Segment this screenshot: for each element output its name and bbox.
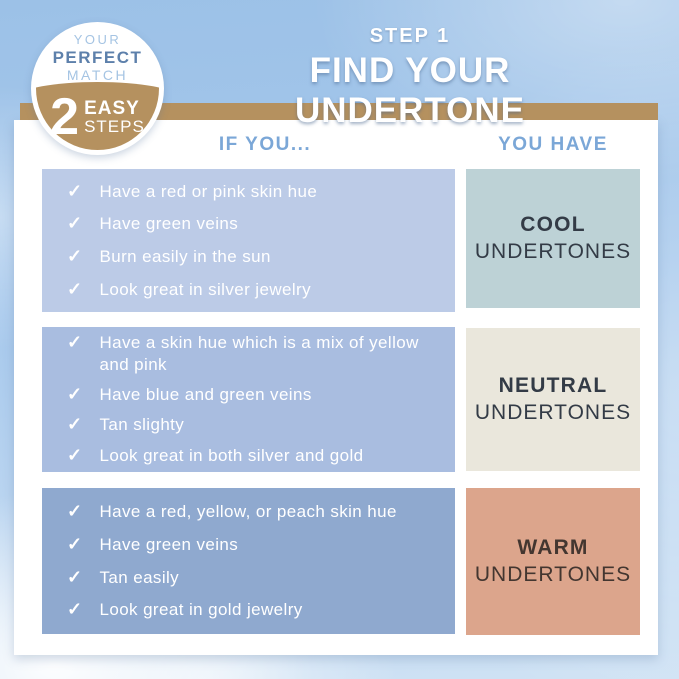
neutral-criteria-box (42, 327, 455, 472)
criteria-text: Have a red, yellow, or peach skin hue (99, 502, 397, 522)
list-item (67, 181, 445, 203)
warm-criteria-list (42, 488, 455, 634)
badge-perfect-label: PERFECT (52, 47, 143, 67)
list-item (67, 501, 445, 523)
list-item (67, 279, 445, 301)
page-title: FIND YOUR UNDERTONE (294, 51, 526, 130)
result-label: UNDERTONES (474, 239, 632, 263)
check-icon: ✓ (67, 278, 83, 299)
badge-steps-label: STEPS (84, 117, 145, 137)
column-header-you-have: YOU HAVE (498, 134, 608, 155)
step-label: STEP 1 (369, 25, 451, 47)
check-icon: ✓ (67, 332, 83, 353)
neutral-result-box (466, 328, 640, 471)
criteria-text: Have green veins (99, 214, 239, 234)
result-tone: NEUTRAL (498, 374, 608, 398)
cool-criteria-box (42, 169, 455, 312)
result-label: UNDERTONES (474, 400, 632, 424)
badge-steps-group (31, 88, 164, 146)
check-icon: ✓ (67, 246, 83, 266)
badge-easy-label: EASY (84, 97, 140, 119)
badge-easy-steps (84, 99, 145, 136)
check-icon: ✓ (67, 180, 83, 201)
list-item (67, 599, 445, 621)
list-item (67, 567, 445, 589)
list-item (67, 414, 445, 436)
criteria-text: Have green veins (99, 534, 239, 554)
perfect-match-badge (31, 22, 164, 155)
list-item (67, 384, 445, 406)
result-tone: COOL (520, 213, 586, 237)
badge-step-number: 2 (50, 88, 80, 146)
check-icon: ✓ (67, 501, 83, 522)
check-icon: ✓ (67, 414, 83, 435)
badge-your-label: YOUR (73, 32, 122, 47)
badge-text (31, 33, 164, 84)
list-item (67, 534, 445, 556)
criteria-text: Burn easily in the sun (99, 247, 271, 266)
criteria-text: Have blue and green veins (99, 384, 312, 404)
neutral-criteria-list (42, 327, 455, 472)
check-icon: ✓ (67, 213, 83, 234)
check-icon: ✓ (67, 445, 83, 466)
result-label: UNDERTONES (474, 562, 632, 586)
criteria-text: Tan slighty (99, 415, 185, 435)
criteria-text: Tan easily (99, 567, 180, 587)
cool-criteria-list (42, 169, 455, 312)
list-item (67, 332, 445, 375)
check-icon: ✓ (67, 533, 83, 554)
warm-criteria-box (42, 488, 455, 634)
page-header (190, 25, 630, 131)
badge-match-label: MATCH (66, 67, 129, 84)
criteria-text: Have a red or pink skin hue (99, 181, 318, 201)
list-item (67, 246, 445, 268)
warm-result-box (466, 488, 640, 635)
cool-result-box (466, 169, 640, 308)
list-item (67, 213, 445, 235)
criteria-text: Look great in gold jewelry (99, 600, 303, 620)
criteria-text: Look great in both silver and gold (99, 446, 364, 466)
check-icon: ✓ (67, 383, 83, 404)
list-item (67, 445, 445, 467)
criteria-text: Look great in silver jewelry (99, 279, 311, 299)
result-tone: WARM (517, 536, 589, 560)
check-icon: ✓ (67, 599, 83, 620)
column-header-if-you: IF YOU... (218, 134, 312, 155)
criteria-text: Have a skin hue which is a mix of yellow and pink (99, 333, 419, 374)
check-icon: ✓ (67, 566, 83, 587)
